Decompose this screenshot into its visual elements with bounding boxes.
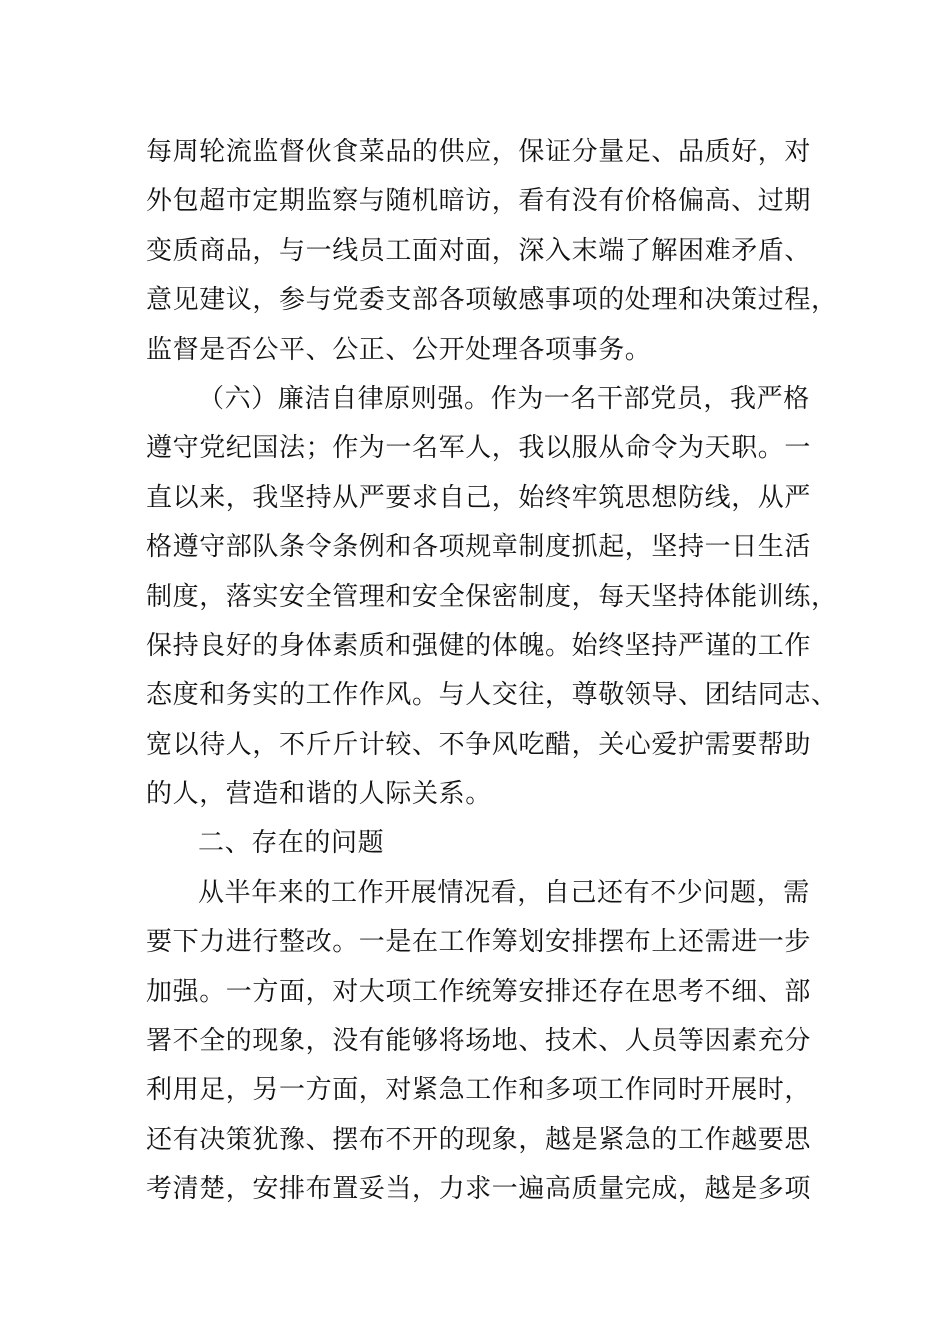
text-line: 外包超市定期监察与随机暗访，看有没有价格偏高、过期 [146, 186, 812, 217]
text-line: 态度和务实的工作作风。与人交往，尊敬领导、团结同志、 [146, 680, 838, 711]
text-line: 保持良好的身体素质和强健的体魄。始终坚持严谨的工作 [146, 630, 812, 661]
text-line: 意见建议，参与党委支部各项敏感事项的处理和决策过程， [146, 285, 838, 316]
text-line: 直以来，我坚持从严要求自己，始终牢筑思想防线，从严 [146, 482, 812, 513]
document-body [146, 128, 838, 1215]
text-line: 制度，落实安全管理和安全保密制度，每天坚持体能训练， [146, 581, 838, 612]
text-line: 加强。一方面，对大项工作统筹安排还存在思考不细、部 [146, 976, 812, 1007]
text-line: 还有决策犹豫、摆布不开的现象，越是紧急的工作越要思 [146, 1124, 812, 1155]
text-line: 遵守党纪国法；作为一名军人，我以服从命令为天职。一 [146, 433, 812, 464]
paragraph-start-line: 从半年来的工作开展情况看，自己还有不少问题，需 [198, 877, 810, 908]
paragraph-start-line: （六）廉洁自律原则强。作为一名干部党员，我严格 [198, 383, 810, 414]
text-line: 每周轮流监督伙食菜品的供应，保证分量足、品质好，对 [146, 137, 812, 167]
text-line: 署不全的现象，没有能够将场地、技术、人员等因素充分 [146, 1026, 812, 1057]
text-line: 利用足，另一方面，对紧急工作和多项工作同时开展时， [146, 1075, 812, 1106]
text-line: 宽以待人，不斤斤计较、不争风吃醋，关心爱护需要帮助 [146, 729, 812, 760]
text-line: 格遵守部队条令条例和各项规章制度抓起，坚持一日生活 [146, 532, 812, 563]
text-line: 考清楚，安排布置妥当，力求一遍高质量完成，越是多项 [146, 1174, 812, 1205]
text-line: 要下力进行整改。一是在工作筹划安排摆布上还需进一步 [146, 927, 812, 958]
text-line: 监督是否公平、公正、公开处理各项事务。 [146, 334, 652, 365]
section-heading: 二、存在的问题 [198, 828, 385, 859]
text-line: 变质商品，与一线员工面对面，深入末端了解困难矛盾、 [146, 235, 812, 266]
text-line: 的人，营造和谐的人际关系。 [146, 779, 492, 810]
